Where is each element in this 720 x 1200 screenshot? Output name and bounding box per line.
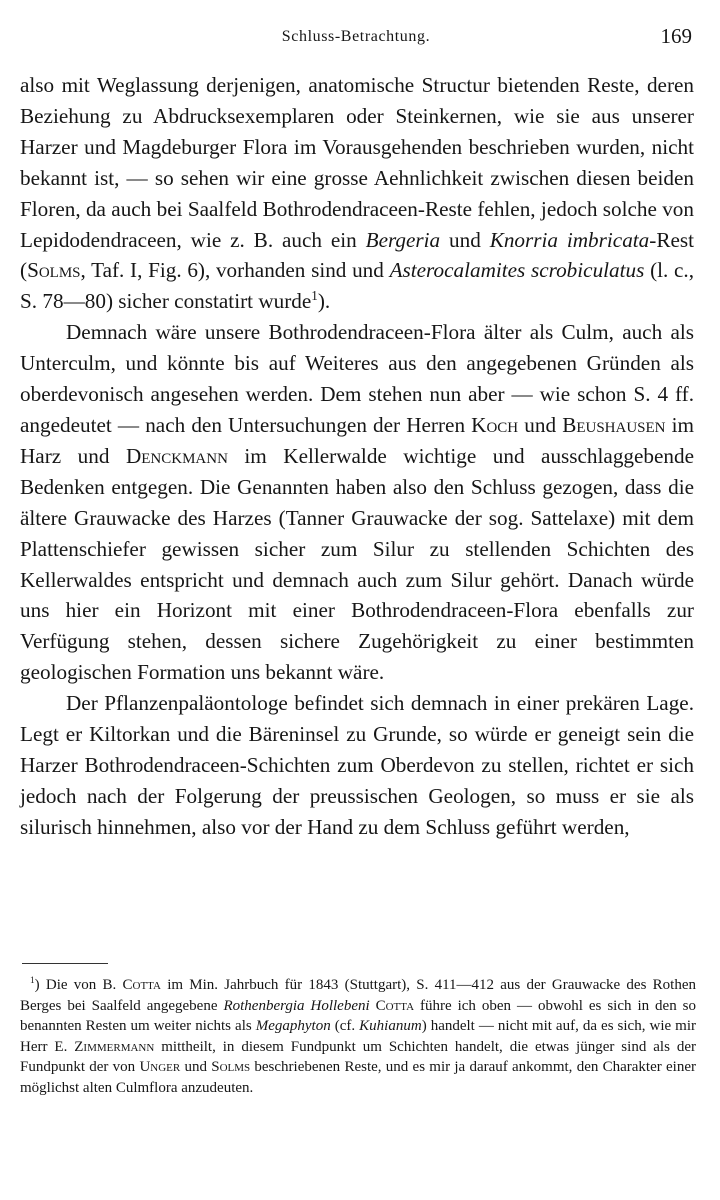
taxon-name: Rothenbergia Hollebeni <box>223 997 370 1014</box>
page-number: 169 <box>660 24 692 48</box>
taxon-name: Megaphyton <box>255 1018 331 1035</box>
text-run: im Harz und <box>20 412 695 468</box>
author-name: Cotta <box>375 997 415 1014</box>
text-run: Demnach wäre unsere Bothrodendraceen-Flora älter als Culm, auch als Unterculm, und könnte bis auf Weiteres aus den angegebenen Gründen als oberdevonisch angesehen werden. Dem stehen nun aber — wie schon S. 4 ff. angedeutet — nach den Untersuchungen der Herren <box>20 320 694 437</box>
footnote-divider <box>22 963 108 964</box>
author-name: Unger <box>139 1059 181 1076</box>
body-text <box>20 70 694 843</box>
text-run: ) handelt — nicht mit auf, da es sich, wie mir Herr E. <box>20 1018 696 1055</box>
taxon-name: Bergeria <box>365 227 441 252</box>
taxon-name: Knorria imbricata <box>489 227 650 252</box>
author-name: Koch <box>471 412 519 437</box>
text-run: beschriebenen Reste, und es mir ja darauf ankommt, den Charakter einer möglichst alten Culmflora anzudeuten. <box>20 1059 696 1096</box>
author-name: Denckmann <box>125 443 228 468</box>
text-run: im Min. Jahrbuch für 1843 (Stuttgart), S. 411—412 aus der Grauwacke des Rothen Berges bei Saalfeld angegebene <box>20 977 696 1014</box>
text-run: ) Die von B. <box>34 977 123 993</box>
text-run: also mit Weglassung derjenigen, anatomische Structur bietenden Reste, deren Beziehung zu Abdrucksexemplaren oder Steinkernen, wie sie aus unserer Harzer und Magdeburger Flora im Vorausgehenden beschrieben wurden, nicht bekannt ist, — so sehen wir eine grosse Aehnlichkeit zwischen diesen beiden Floren, da auch bei Saalfeld Bothrodendraceen-Reste fehlen, jedoch solche von Lepidodendraceen, wie z. B. auch ein <box>20 73 694 252</box>
text-run: und <box>180 1059 212 1076</box>
text-run: -Rest ( <box>20 227 694 283</box>
text-run: führe ich oben — obwohl es sich in den so benannten Resten um weiter nichts als <box>20 997 697 1035</box>
text-run: ). <box>317 289 331 314</box>
paragraph-3 <box>20 688 694 843</box>
footnote-reference: 1 <box>311 288 318 304</box>
footnote <box>20 975 696 1099</box>
running-head: Schluss-Betrachtung. <box>281 28 431 45</box>
author-name: Solms <box>211 1059 251 1076</box>
author-name: Zimmermann <box>74 1038 155 1055</box>
text-run: und <box>518 412 563 437</box>
author-name: Solms <box>27 258 81 283</box>
author-name: Beushausen <box>562 412 666 437</box>
paragraph-1 <box>20 70 694 317</box>
page-header <box>20 22 692 50</box>
text-run: Der Pflanzenpaläontologe befindet sich demnach in einer prekären Lage. Legt er Kiltorkan und die Bäreninsel zu Grunde, so würde er geneigt sein die Harzer Bothrodendraceen-Schichten zum Oberdevon zu stellen, richtet er sich jedoch nach der Folgerung der preussischen Geologen, so muss er sie als silurisch hinnehmen, also vor der Hand zu dem Schluss geführt werden, <box>20 691 694 839</box>
text-run: mittheilt, in diesem Fundpunkt um Schichten handelt, die etwas jünger sind als der Fundpunkt der von <box>20 1038 696 1076</box>
text-run: im Kellerwalde wichtige und ausschlaggebende Bedenken entgegen. Die Genannten haben also den Schluss gezogen, dass die ältere Grauwacke des Harzes (Tanner Grauwacke der sog. Sattelaxe) mit dem Plattenschiefer gewissen sicher zum Silur zu stellenden Schichten des Kellerwaldes entspricht und demnach auch zum Silur gehört. Danach würde uns hier ein Horizont mit einer Bothrodendraceen-Flora ebenfalls zur Verfügung stehen, dessen sichere Zugehörigkeit zu einer bestimmten geologischen Formation uns bekannt wäre. <box>20 443 694 685</box>
text-run: (cf. <box>330 1018 360 1035</box>
author-name: Cotta <box>122 977 161 993</box>
text-run: und <box>440 227 490 252</box>
text-run: (l. c., S. 78—80) sicher constatirt wurde <box>20 258 694 314</box>
paragraph-2 <box>20 317 694 688</box>
footnote-mark: 1 <box>30 976 35 986</box>
taxon-name: Kuhianum <box>359 1018 422 1035</box>
text-run: , Taf. I, Fig. 6), vorhanden sind und <box>80 258 390 283</box>
taxon-name: Asterocalamites scrobiculatus <box>389 258 645 283</box>
